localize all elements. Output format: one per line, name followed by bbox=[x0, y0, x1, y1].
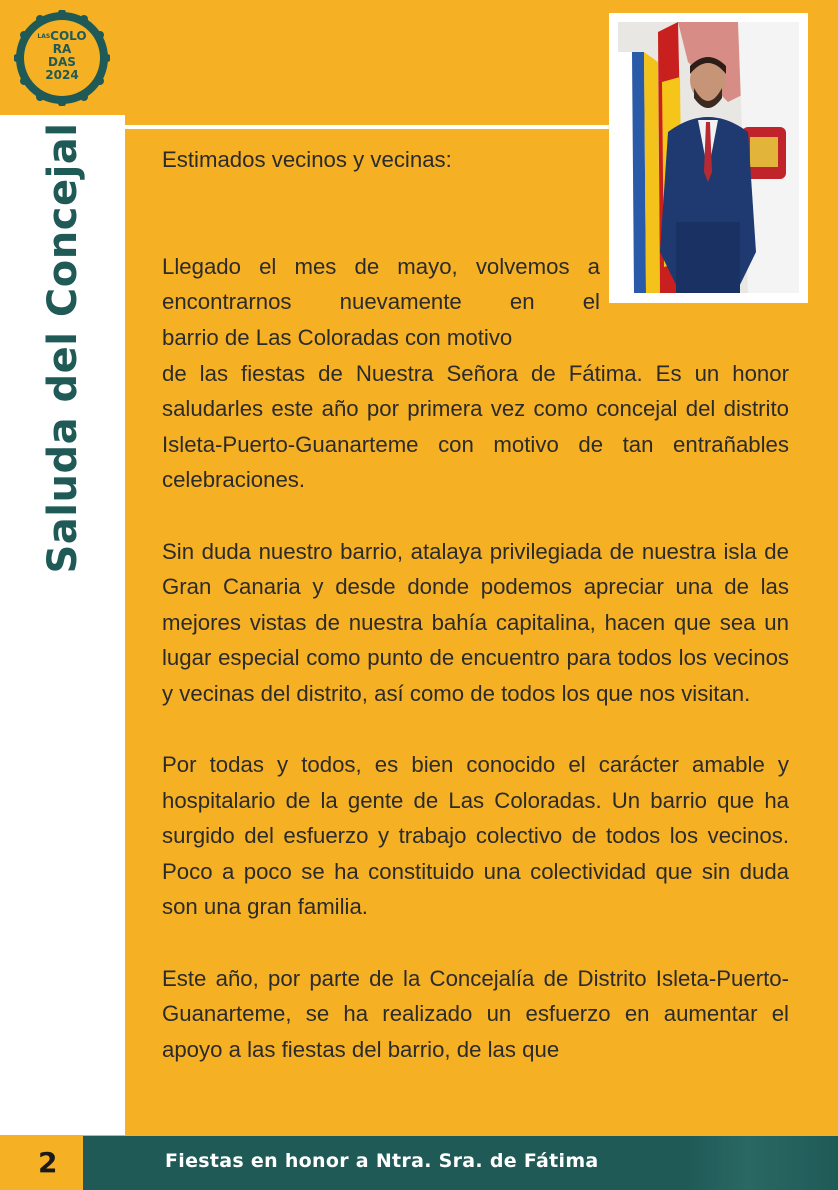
paragraph-1-wrapped-lines bbox=[162, 249, 600, 356]
page-number: 2 bbox=[38, 1146, 58, 1179]
footer-bar bbox=[83, 1136, 838, 1190]
paragraph-1-line-2: encontrarnos nuevamente en el bbox=[162, 289, 600, 315]
greeting: Estimados vecinos y vecinas: bbox=[162, 147, 452, 172]
paragraph-1-line-1: Llegado el mes de mayo, volvemos a bbox=[162, 253, 600, 279]
letter-body bbox=[162, 142, 789, 1067]
paragraph-1-line-3: barrio de Las Coloradas con motivo bbox=[162, 324, 513, 350]
logo-line-3: DAS bbox=[48, 55, 76, 69]
logo-line-4: 2024 bbox=[45, 68, 79, 82]
footer-title: Fiestas en honor a Ntra. Sra. de Fátima bbox=[165, 1150, 599, 1172]
logo-prefix: LAS bbox=[37, 33, 51, 40]
greeting-spacer bbox=[162, 178, 789, 214]
logo-text bbox=[14, 30, 110, 82]
las-coloradas-2024-logo bbox=[14, 10, 110, 106]
paragraph-1-rest: de las fiestas de Nuestra Señora de Fátima. Es un honor saludarles este año por primera vez como concejal del distrito Isleta-Puerto-Guanarteme con motivo de tan entrañables celebraciones. bbox=[162, 360, 789, 493]
logo-line-1: COLO bbox=[50, 29, 87, 43]
section-title-vertical: Saluda del Concejal bbox=[40, 122, 86, 574]
logo-line-2: RA bbox=[52, 42, 72, 56]
top-divider-line bbox=[125, 125, 620, 129]
paragraph-2: Sin duda nuestro barrio, atalaya privilegiada de nuestra isla de Gran Canaria y desde donde podemos apreciar una de las mejores vistas de nuestra bahía capitalina, hacen que sea un lugar especial como punto de encuentro para todos los vecinos y vecinas del distrito, así como de todos los que nos visitan. bbox=[162, 538, 789, 706]
paragraph-4: Este año, por parte de la Concejalía de Distrito Isleta-Puerto-Guanarteme, se ha realizado un esfuerzo en aumentar el apoyo a las fiestas del barrio, de las que bbox=[162, 965, 789, 1062]
paragraph-3: Por todas y todos, es bien conocido el carácter amable y hospitalario de la gente de Las Coloradas. Un barrio que ha surgido del esfuerzo y trabajo colectivo de todos los vecinos. Poco a poco se ha constituido una colectividad que sin duda son una gran familia. bbox=[162, 752, 789, 920]
